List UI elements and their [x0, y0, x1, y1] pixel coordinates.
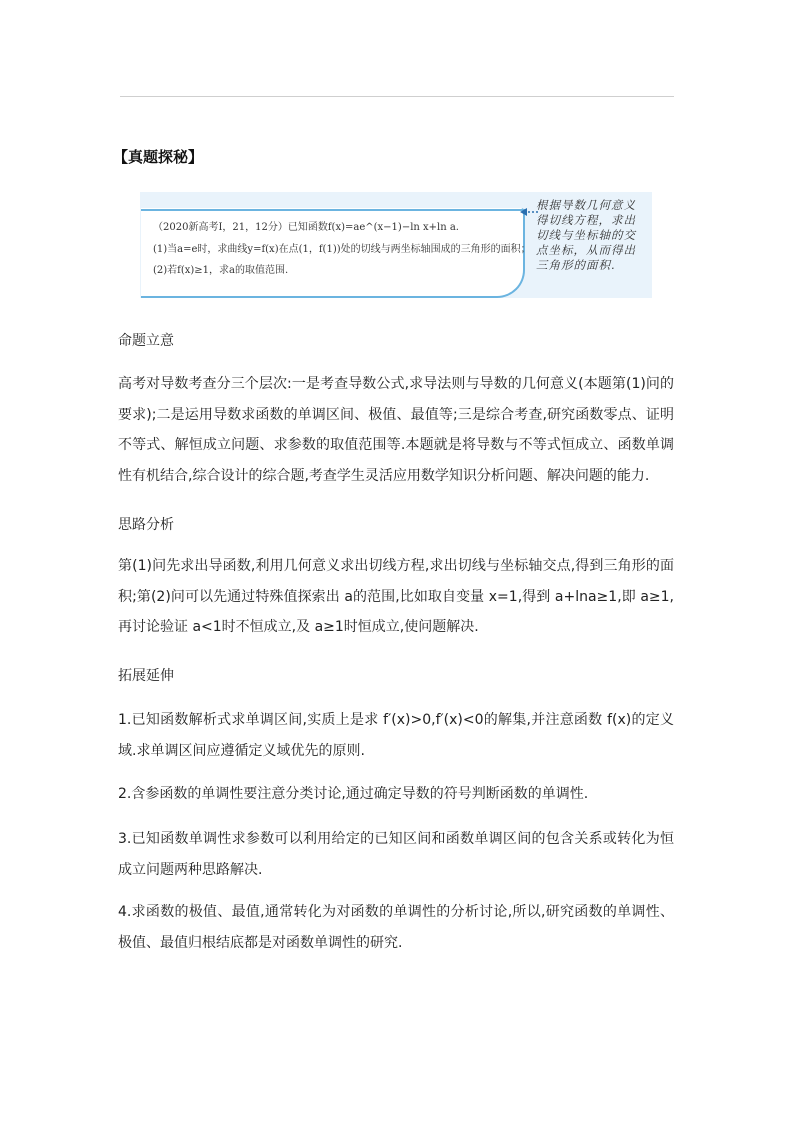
paragraph-intent: 高考对导数考查分三个层次:一是考查导数公式,求导法则与导数的几何意义(本题第(1)问的要求);二是运用导数求函数的单调区间、极值、最值等;三是综合考查,研究函数零点、证明不等式、解恒成立问题、求参数的取值范围等.本题就是将导数与不等式恒成立、函数单调性有机结合,综合设计的综合题,考查学生灵活应用数学知识分析问题、解决问题的能力.	[118, 376, 674, 484]
heading-extension: 拓展延伸	[118, 668, 174, 684]
problem-card-border	[141, 209, 525, 211]
annotation-note: 根据导数几何意义得切线方程，求出切线与坐标轴的交点坐标，从而得出三角形的面积.	[536, 198, 636, 272]
list-item: 2.含参函数的单调性要注意分类讨论,通过确定导数的符号判断函数的单调性.	[118, 786, 589, 802]
list-item: 1.已知函数解析式求单调区间,实质上是求 f′(x)>0,f′(x)<0的解集,并注意函数 f(x)的定义域.求单调区间应遵循定义域优先的原则.	[118, 712, 674, 759]
heading-analysis: 思路分析	[118, 517, 174, 533]
list-item: 4.求函数的极值、最值,通常转化为对函数的单调性的分析讨论,所以,研究函数的单调性、极值、最值归根结底都是对函数单调性的研究.	[118, 904, 674, 951]
list-item: 3.已知函数单调性求参数可以利用给定的已知区间和函数单调区间的包含关系或转化为恒成立问题两种思路解决.	[118, 831, 674, 878]
paragraph-analysis: 第(1)问先求出导函数,利用几何意义求出切线方程,求出切线与坐标轴交点,得到三角形的面积;第(2)问可以先通过特殊值探索出 a的范围,比如取自变量 x=1,得到 a+lna≥1,即 a≥1,再讨论验证 a<1时不恒成立,及 a≥1时恒成立,使问题解决.	[118, 558, 674, 635]
problem-line-2: (1)当a=e时，求曲线y=f(x)在点(1，f(1))处的切线与两坐标轴围成的三角形的面积；	[153, 244, 531, 255]
header-rule	[120, 96, 674, 97]
problem-line-3: (2)若f(x)≥1，求a的取值范围.	[153, 265, 289, 276]
problem-line-1: （2020新高考Ⅰ，21，12分）已知函数f(x)=ae^(x−1)−ln x+ln a.	[153, 222, 459, 233]
section-tag: 【真题探秘】	[113, 148, 204, 166]
heading-intent: 命题立意	[118, 333, 174, 349]
